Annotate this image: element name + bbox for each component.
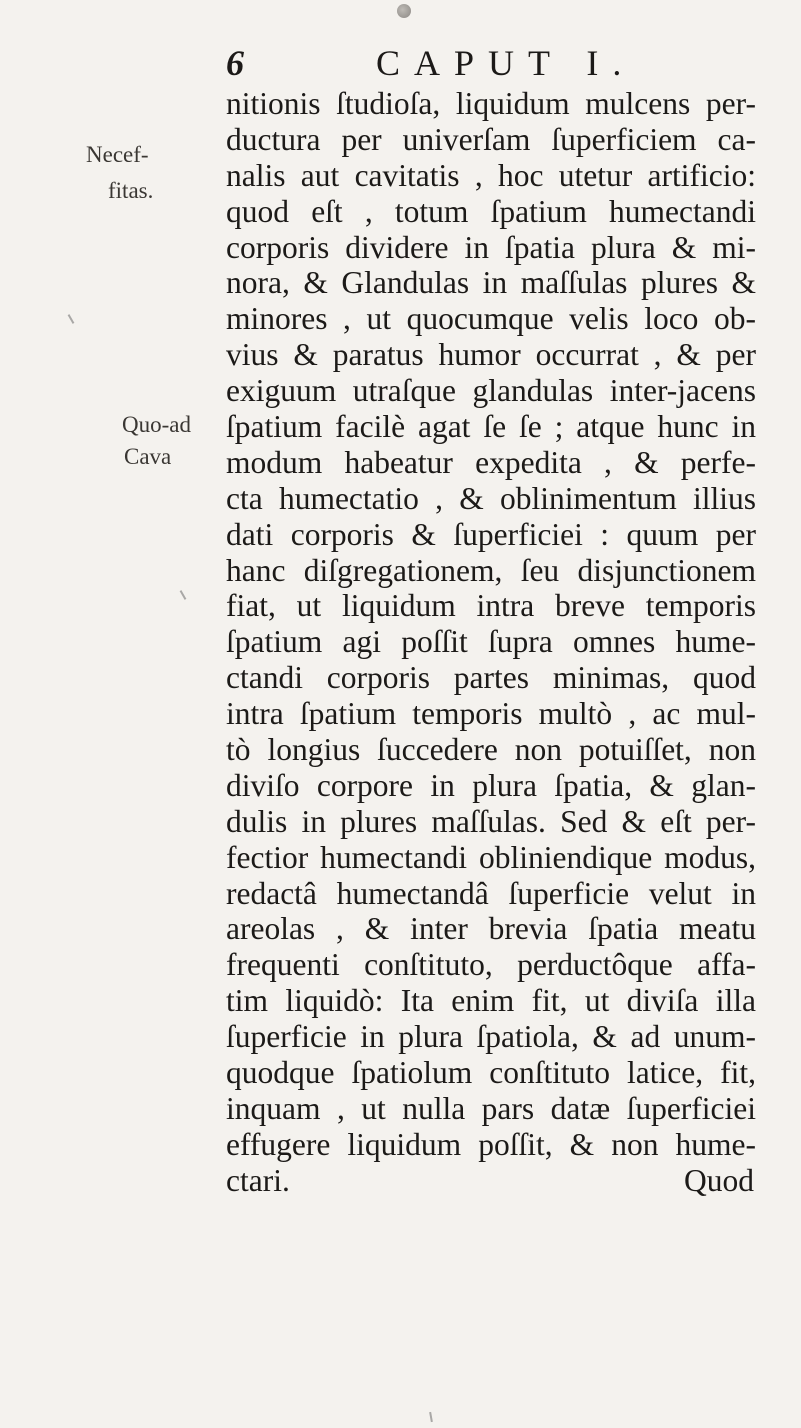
body-text	[226, 86, 756, 1199]
text-line-last	[226, 1163, 756, 1199]
text-line: modum habeatur expedita , & perfe-	[226, 444, 756, 480]
paper-speck	[68, 314, 75, 324]
text-line: tim liquidò: Ita enim fit, ut diviſa illa	[226, 983, 756, 1019]
text-line: hanc diſgregationem, ſeu disjunctionem	[226, 552, 756, 588]
margin-note: fitas.	[108, 178, 154, 203]
text-line: ſpatium agi poſſit ſupra omnes hume-	[226, 624, 756, 660]
text-line: quodque ſpatiolum conſtituto latice, fit,	[226, 1055, 756, 1091]
paper-speck	[180, 590, 187, 600]
margin-note: Quo-ad	[122, 412, 191, 437]
page-number: 6	[226, 43, 244, 83]
text-line: dulis in plures maſſulas. Sed & eſt per-	[226, 803, 756, 839]
running-title: CAPUT I.	[376, 43, 636, 83]
text-line: frequenti conſtituto, perductôque affa-	[226, 947, 756, 983]
text-line: ctari.	[226, 1162, 290, 1198]
text-line: diviſo corpore in plura ſpatia, & glan-	[226, 767, 756, 803]
ink-blot-mark	[397, 4, 411, 18]
text-line: corporis dividere in ſpatia plura & mi-	[226, 229, 756, 265]
text-line: fectior humectandi obliniendique modus,	[226, 839, 756, 875]
text-line: cta humectatio , & oblinimentum illius	[226, 480, 756, 516]
text-line: nalis aut cavitatis , hoc utetur artificio:	[226, 157, 756, 193]
text-line: quod eſt , totum ſpatium humectandi	[226, 193, 756, 229]
margin-note: Necef-	[86, 142, 149, 167]
text-line: nitionis ſtudioſa, liquidum mulcens per-	[226, 86, 756, 121]
text-line: ductura per univerſam ſuperficiem ca-	[226, 121, 756, 157]
catchword: Quod	[684, 1162, 754, 1198]
margin-note: Cava	[124, 444, 172, 469]
text-line: exiguum utraſque glandulas inter-jacens	[226, 373, 756, 409]
paper-speck	[429, 1412, 433, 1422]
text-line: areolas , & inter brevia ſpatia meatu	[226, 911, 756, 947]
text-line: ſuperficie in plura ſpatiola, & ad unum-	[226, 1019, 756, 1055]
text-line: ctandi corporis partes minimas, quod	[226, 660, 756, 696]
text-line: ſpatium facilè agat ſe ſe ; atque hunc in	[226, 409, 756, 445]
text-line: vius & paratus humor occurrat , & per	[226, 337, 756, 373]
text-line: inquam , ut nulla pars datæ ſuperficiei	[226, 1090, 756, 1126]
text-line: nora, & Glandulas in maſſulas plures &	[226, 265, 756, 301]
text-line: redactâ humectandâ ſuperficie velut in	[226, 875, 756, 911]
text-line: dati corporis & ſuperficiei : quum per	[226, 516, 756, 552]
text-line: minores , ut quocumque velis loco ob-	[226, 301, 756, 337]
page-header	[226, 42, 726, 92]
text-line: fiat, ut liquidum intra breve temporis	[226, 588, 756, 624]
text-line: effugere liquidum poſſit, & non hume-	[226, 1126, 756, 1162]
text-line: tò longius ſuccedere non potuiſſet, non	[226, 732, 756, 768]
text-line: intra ſpatium temporis multò , ac mul-	[226, 696, 756, 732]
